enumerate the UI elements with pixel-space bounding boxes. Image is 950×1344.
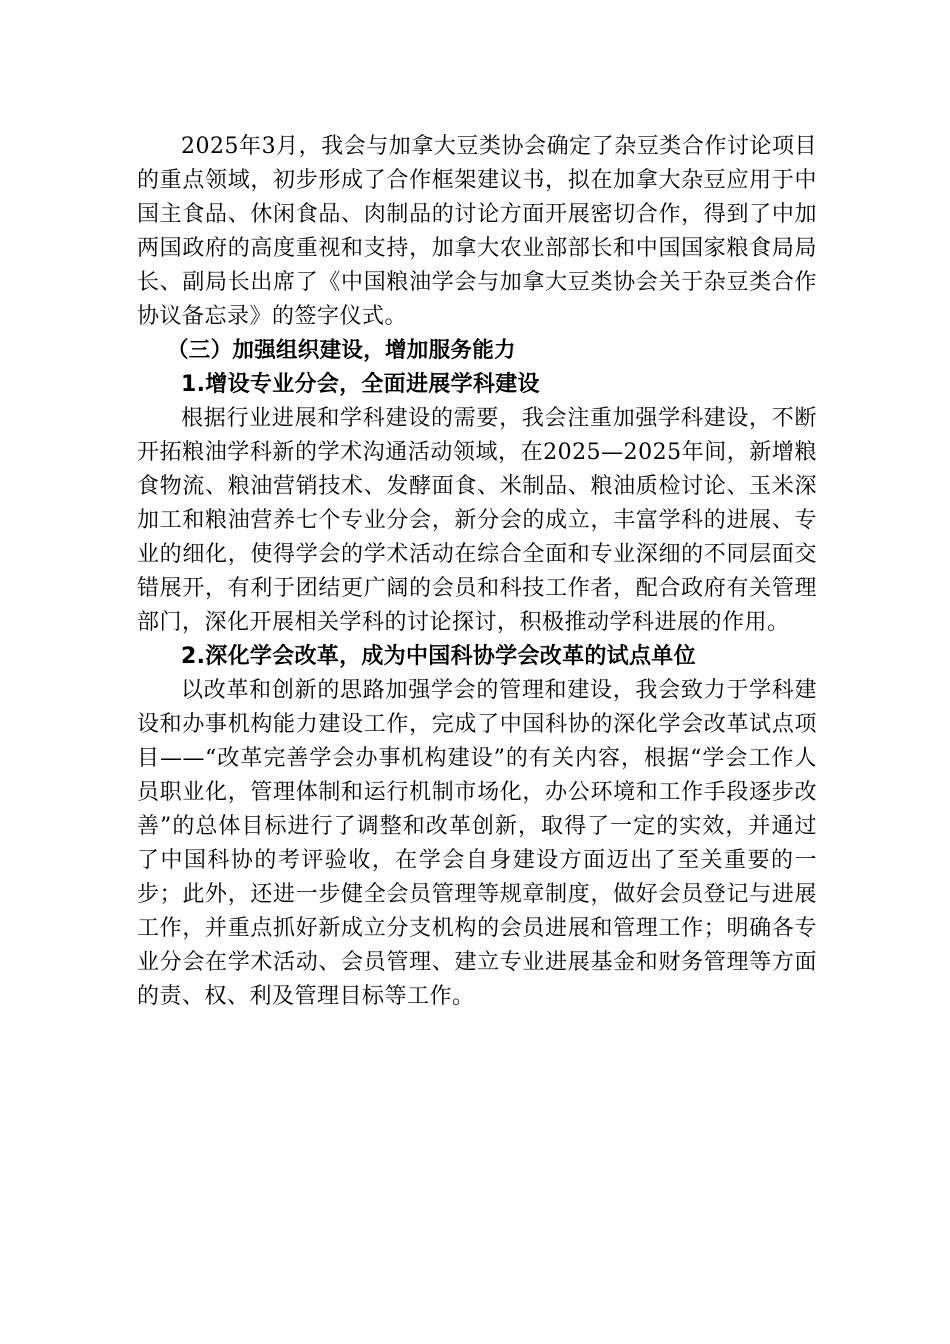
paragraph-reform: 以改革和创新的思路加强学会的管理和建设，我会致力于学科建设和办事机构能力建设工作，完成了中国科协的深化学会改革试点项目——“改革完善学会办事机构建设”的有关内容，根据“学会工作人员职业化，管理体制和运行机制市场化，办公环境和工作手段逐步改善”的总体目标进行了调整和改革创新，取得了一定的实效，并通过了中国科协的考评验收，在学会自身建设方面迈出了至关重要的一步；此外，还进一步健全会员管理等规章制度，做好会员登记与进展工作，并重点抓好新成立分支机构的会员进展和管理工作；明确各专业分会在学术活动、会员管理、建立专业进展基金和财务管理等方面的责、权、利及管理目标等工作。 — [137, 678, 817, 1009]
paragraph-canada-cooperation: 2025年3月，我会与加拿大豆类协会确定了杂豆类合作讨论项目的重点领域，初步形成了合作框架建议书，拟在加拿大杂豆应用于中国主食品、休闲食品、肉制品的讨论方面开展密切合作，得到了中加两国政府的高度重视和支持，加拿大农业部部长和中国国家粮食局局长、副局长出席了《中国粮油学会与加拿大豆类协会关于杂豆类合作协议备忘录》的签字仪式。 — [137, 134, 817, 329]
paragraph-new-branches: 根据行业进展和学科建设的需要，我会注重加强学科建设，不断开拓粮油学科新的学术沟通活动领域，在2025—2025年间，新增粮食物流、粮油营销技术、发酵面食、米制品、粮油质检讨论、玉米深加工和粮油营养七个专业分会，新分会的成立，丰富学科的进展、专业的细化，使得学会的学术活动在综合全面和专业深细的不同层面交错展开，有利于团结更广阔的会员和科技工作者，配合政府有关管理部门，深化开展相关学科的讨论探讨，积极推动学科进展的作用。 — [137, 406, 817, 635]
subheading-branches: 1.增设专业分会，全面进展学科建设 — [181, 372, 540, 397]
document-body — [137, 130, 817, 1014]
subheading-reform: 2.深化学会改革，成为中国科协学会改革的试点单位 — [181, 644, 696, 669]
section-heading-organization: （三）加强组织建设，增加服务能力 — [167, 338, 516, 363]
